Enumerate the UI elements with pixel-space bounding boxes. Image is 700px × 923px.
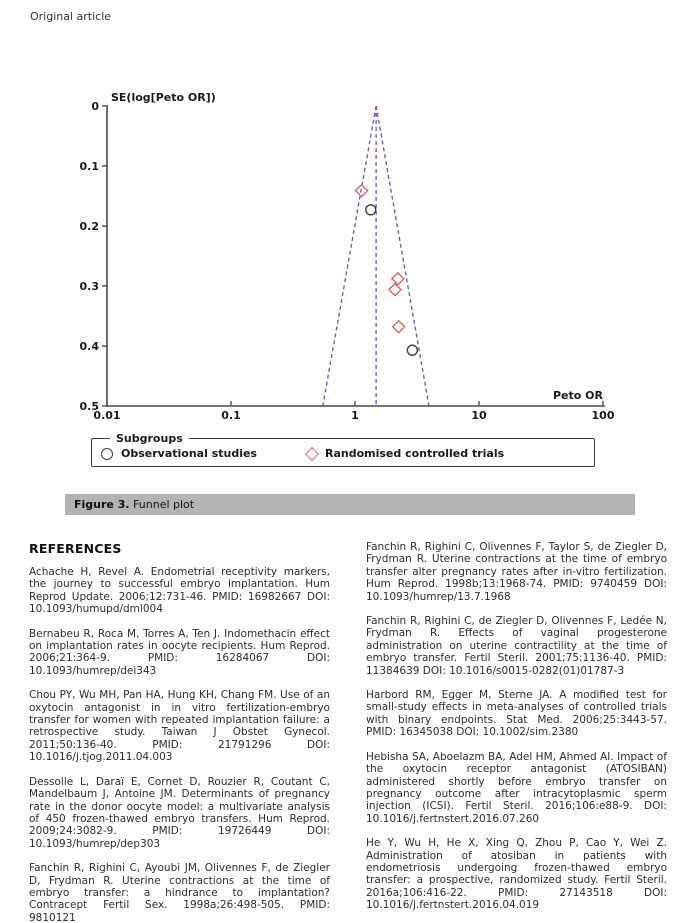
y-tick-label: 0.3 bbox=[79, 280, 99, 293]
references-column-left bbox=[29, 541, 330, 923]
article-type-label: Original article bbox=[30, 10, 112, 23]
funnel-line bbox=[323, 106, 376, 406]
legend-item-observational bbox=[101, 447, 257, 460]
figure-caption-bar bbox=[65, 494, 635, 515]
reference-item: Achache H, Revel A. Endometrial receptivity markers, the journey to successful embryo implantation. Hum Reprod Update. 2006;12:731-46. PMID: 16982667 DOI: 10.1093/humupd/dml004 bbox=[29, 566, 330, 616]
funnel-plot-chart bbox=[0, 0, 700, 430]
y-tick-label: 0.4 bbox=[79, 340, 99, 353]
diamond-marker-icon bbox=[305, 446, 319, 460]
reference-item: Harbord RM, Egger M, Sterne JA. A modified test for small-study effects in meta-analyses of controlled trials with binary endpoints. Stat Med. 2006;25:3443-57. PMID: 16345038 DOI: 10.1002/sim.2380 bbox=[366, 689, 667, 739]
legend-title: Subgroups bbox=[116, 432, 183, 445]
x-tick-label: 0.01 bbox=[93, 409, 121, 422]
x-tick-label: 100 bbox=[591, 409, 615, 422]
legend-item-label: Observational studies bbox=[121, 447, 257, 460]
chart-legend bbox=[91, 432, 595, 467]
x-tick-label: 0.1 bbox=[221, 409, 241, 422]
figure-label: Figure 3. bbox=[74, 498, 130, 511]
reference-item: Fanchin R, Righini C, de Ziegler D, Olivennes F, Ledée N, Frydman R. Effects of vaginal progesterone administration on uterine contractility at the time of embryo transfer. Fertil Steril. 2001;75:1136-40. PMID: 11384639 DOI: 10.1016/s0015-0282(01)01787-3 bbox=[366, 615, 667, 677]
reference-item: Bernabeu R, Roca M, Torres A, Ten J. Indomethacin effect on implantation rates in oocyte recipients. Hum Reprod. 2006;21:364-9. PMID: 16284067 DOI: 10.1093/humrep/dei343 bbox=[29, 627, 330, 677]
y-tick-label: 0.5 bbox=[79, 400, 99, 413]
data-point-circle bbox=[366, 205, 376, 215]
x-tick-label: 10 bbox=[471, 409, 487, 422]
circle-marker-icon bbox=[101, 448, 113, 460]
references-heading: REFERENCES bbox=[29, 541, 122, 556]
y-tick-label: 0 bbox=[91, 100, 99, 113]
data-point-circle bbox=[407, 345, 417, 355]
references-column-right bbox=[366, 541, 667, 923]
funnel-line bbox=[376, 106, 429, 406]
data-point-diamond bbox=[393, 321, 405, 333]
legend-item-rct bbox=[307, 447, 504, 460]
y-tick-label: 0.2 bbox=[79, 220, 99, 233]
y-axis-label: SE(log[Peto OR]) bbox=[111, 91, 216, 104]
reference-item: Hebisha SA, Aboelazm BA, Adel HM, Ahmed AI. Impact of the oxytocin receptor antagonist (ATOSIBAN) administered shortly before embryo transfer on pregnancy outcome after intracytoplasmic sperm injection (ICSI). Fertil Steril. 2016;106:e88-9. DOI: 10.1016/j.fertnstert.2016.07.260 bbox=[366, 750, 667, 825]
data-point-diamond bbox=[392, 273, 404, 285]
data-point-diamond bbox=[389, 284, 401, 296]
reference-item: Fanchin R, Righini C, Ayoubi JM, Olivennes F, de Ziegler D, Frydman R. Uterine contractions at the time of embryo transfer: a hindrance to implantation? Contracept Fertil Sex. 1998a;26:498-505. PMID: 9810121 bbox=[29, 862, 330, 923]
reference-item: Dessolle L, Daraï E, Cornet D, Rouzier R, Coutant C, Mandelbaum J, Antoine JM. Determinants of pregnancy rate in the donor oocyte model: a multivariate analysis of 450 frozen-thawed embryo transfers. Hum Reprod. 2009;24:3082-9. PMID: 19726449 DOI: 10.1093/humrep/dep303 bbox=[29, 775, 330, 850]
reference-list-right bbox=[366, 541, 667, 912]
reference-item: Chou PY, Wu MH, Pan HA, Hung KH, Chang FM. Use of an oxytocin antagonist in in vitro fertilization-embryo transfer for women with repeated implantation failure: a retrospective study. Taiwan J Obstet Gynecol. 2011;50:136-40. PMID: 21791296 DOI: 10.1016/j.tjog.2011.04.003 bbox=[29, 689, 330, 764]
x-tick-label: 1 bbox=[351, 409, 359, 422]
y-tick-label: 0.1 bbox=[79, 160, 99, 173]
reference-list-left bbox=[29, 566, 330, 923]
reference-item: He Y, Wu H, He X, Xing Q, Zhou P, Cao Y, Wei Z. Administration of atosiban in patients with endometriosis undergoing frozen-thawed embryo transfer: a prospective, randomized study. Fertil Steril. 2016a;106:416-22. PMID: 27143518 DOI: 10.1016/j.fertnstert.2016.04.019 bbox=[366, 837, 667, 912]
figure-title: Funnel plot bbox=[133, 498, 195, 511]
legend-items bbox=[100, 447, 586, 460]
reference-item: Fanchin R, Righini C, Olivennes F, Taylor S, de Ziegler D, Frydman R. Uterine contractions at the time of embryo transfer alter pregnancy rates after in-vitro fertilization. Hum Reprod. 1998b;13:1968-74. PMID: 9740459 DOI: 10.1093/humrep/13.7.1968 bbox=[366, 541, 667, 603]
legend-item-label: Randomised controlled trials bbox=[324, 447, 505, 460]
x-axis-label: Peto OR bbox=[553, 389, 603, 402]
